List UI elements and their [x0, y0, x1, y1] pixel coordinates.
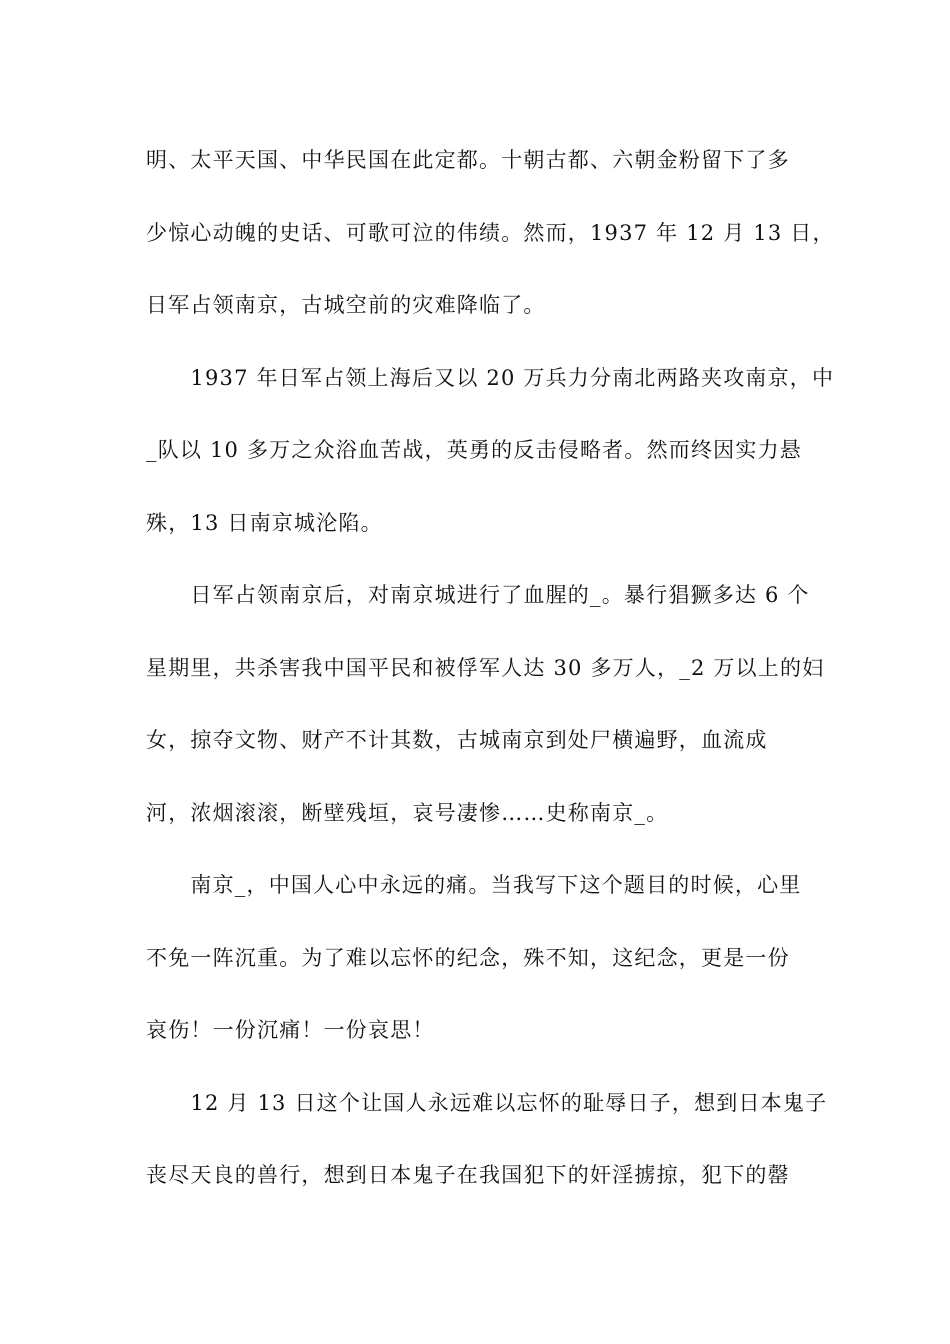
text-line: 星期里，共杀害我中国平民和被俘军人达 30 多万人，_2 万以上的妇	[146, 655, 825, 680]
text-line: 殊，13 日南京城沦陷。	[146, 510, 383, 535]
text-line: 不免一阵沉重。为了难以忘怀的纪念，殊不知，这纪念，更是一份	[146, 945, 790, 970]
text-line: 日军占领南京后，对南京城进行了血腥的_。暴行猖獗多达 6 个	[146, 583, 810, 607]
text-line: 1937 年日军占领上海后又以 20 万兵力分南北两路夹攻南京，中	[146, 365, 835, 390]
text-line: 河，浓烟滚滚，断壁残垣，哀号凄惨……史称南京_。	[146, 800, 669, 825]
text-line: 南京_，中国人心中永远的痛。当我写下这个题目的时候，心里	[146, 873, 802, 897]
text-line: 12 月 13 日这个让国人永远难以忘怀的耻辱日子，想到日本鬼子	[146, 1090, 828, 1115]
text-line: 丧尽天良的兽行，想到日本鬼子在我国犯下的奸淫掳掠，犯下的罄	[146, 1163, 790, 1187]
text-line: 日军占领南京，古城空前的灾难降临了。	[146, 293, 546, 317]
text-line: _队以 10 多万之众浴血苦战，英勇的反击侵略者。然而终因实力悬	[146, 438, 802, 462]
text-line: 少惊心动魄的史话、可歌可泣的伟绩。然而，1937 年 12 月 13 日，	[146, 220, 835, 245]
document-body	[146, 124, 835, 1212]
text-line: 哀伤！一份沉痛！一份哀思！	[146, 1018, 435, 1042]
text-line: 女，掠夺文物、财产不计其数，古城南京到处尸横遍野，血流成	[146, 728, 768, 752]
text-line: 明、太平天国、中华民国在此定都。十朝古都、六朝金粉留下了多	[146, 148, 790, 172]
